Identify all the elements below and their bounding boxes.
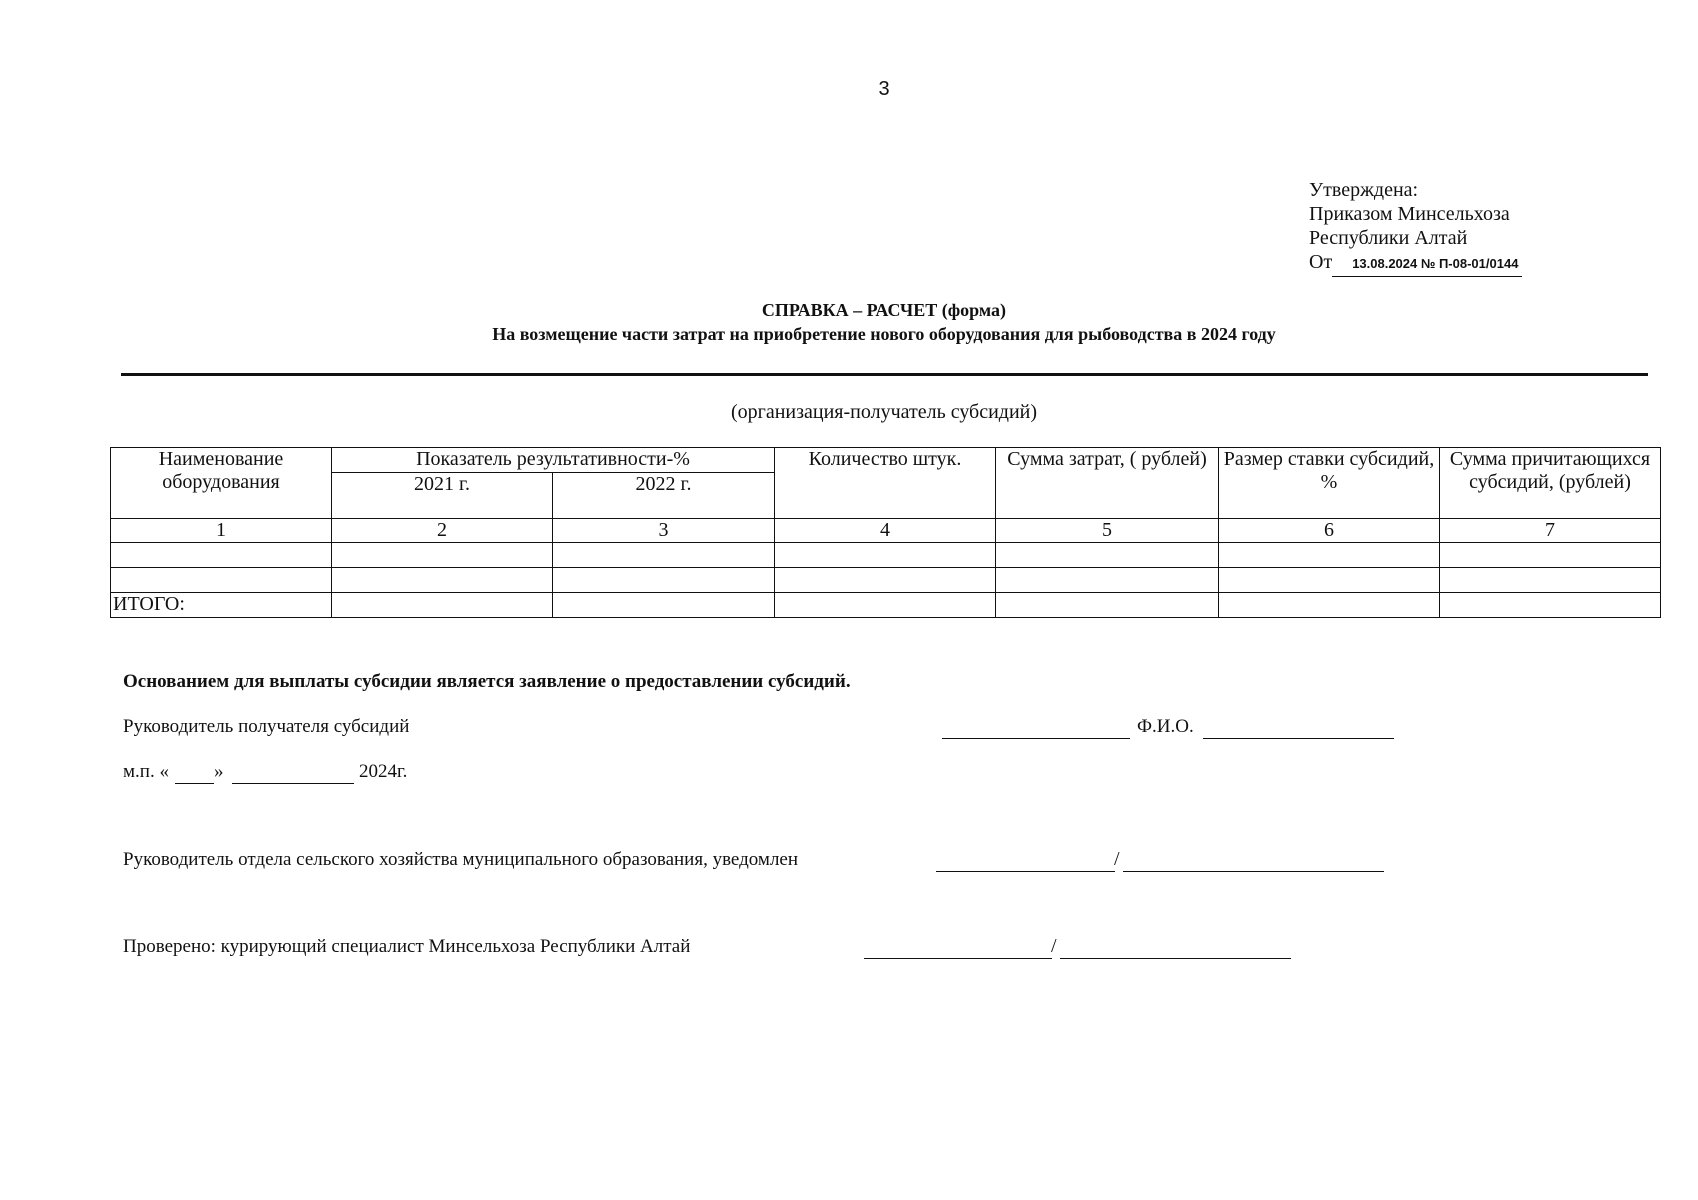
table-cell[interactable] (332, 568, 553, 593)
table-cell[interactable] (1219, 543, 1440, 568)
table-cell[interactable] (775, 568, 996, 593)
stamp-date-year: 2024г. (359, 761, 408, 782)
table-cell[interactable] (1440, 543, 1661, 568)
document-title: СПРАВКА – РАСЧЕТ (форма) (761, 300, 1007, 320)
stamp-date-prefix: м.п. « (123, 761, 169, 782)
table-cell[interactable] (111, 543, 332, 568)
calculation-table (110, 447, 1661, 618)
column-number: 3 (553, 519, 775, 543)
total-label: ИТОГО: (111, 593, 332, 618)
day-line[interactable] (175, 783, 214, 784)
table-cell[interactable] (996, 543, 1219, 568)
total-row (111, 593, 1661, 618)
column-number: 2 (332, 519, 553, 543)
fio-label: Ф.И.О. (1137, 716, 1194, 737)
column-number: 1 (111, 519, 332, 543)
dept-name-line[interactable] (1123, 871, 1384, 872)
stamp-date-close-quote: » (214, 761, 224, 782)
checked-by-label: Проверено: курирующий специалист Минсельхоза Республики Алтай (123, 936, 691, 957)
table-cell[interactable] (1440, 593, 1661, 618)
table-cell[interactable] (1219, 593, 1440, 618)
head-recipient-label: Руководитель получателя субсидий (123, 716, 410, 737)
payment-basis-note: Основанием для выплаты субсидии является заявление о предоставлении субсидий. (123, 671, 851, 692)
table-cell[interactable] (553, 543, 775, 568)
fio-line[interactable] (1203, 738, 1394, 739)
dept-slash: / (1114, 848, 1120, 870)
dept-signature-line[interactable] (936, 871, 1115, 872)
organization-caption: (организация-получатель субсидий) (730, 401, 1038, 423)
table-row (111, 568, 1661, 593)
column-number: 4 (775, 519, 996, 543)
table-cell[interactable] (1440, 568, 1661, 593)
approval-line-3: Республики Алтай (1309, 227, 1468, 249)
organization-fill-line (121, 373, 1648, 376)
table-cell[interactable] (775, 593, 996, 618)
table-cell[interactable] (775, 543, 996, 568)
header-indicator: Показатель результативности-% (332, 448, 775, 473)
ot-label: От (1309, 251, 1333, 273)
table-cell[interactable] (996, 593, 1219, 618)
order-number: 13.08.2024 № П-08-01/0144 (1332, 252, 1522, 277)
column-number: 5 (996, 519, 1219, 543)
table-cell[interactable] (332, 543, 553, 568)
header-due-amount: Сумма причитающихся субсидий, (рублей) (1440, 448, 1661, 519)
page-number: 3 (878, 78, 890, 100)
table-cell[interactable] (332, 593, 553, 618)
table-cell[interactable] (1219, 568, 1440, 593)
approval-line-2: Приказом Минсельхоза (1309, 203, 1510, 225)
approval-line-1: Утверждена: (1309, 179, 1419, 201)
approval-date-row (1309, 250, 1522, 277)
header-rate: Размер ставки субсидий, % (1219, 448, 1440, 519)
table-cell[interactable] (553, 593, 775, 618)
header-equipment-name: Наименование оборудования (111, 448, 332, 519)
column-number: 7 (1440, 519, 1661, 543)
header-quantity: Количество штук. (775, 448, 996, 519)
column-number: 6 (1219, 519, 1440, 543)
table-cell[interactable] (996, 568, 1219, 593)
column-number-row (111, 519, 1661, 543)
month-line[interactable] (232, 783, 354, 784)
table-row (111, 543, 1661, 568)
table-cell[interactable] (553, 568, 775, 593)
document-subtitle: На возмещение части затрат на приобретение нового оборудования для рыбоводства в 2024 году (492, 324, 1276, 344)
checker-slash: / (1051, 935, 1057, 957)
approval-block (1309, 178, 1522, 277)
checker-signature-line[interactable] (864, 958, 1052, 959)
table-cell[interactable] (111, 568, 332, 593)
signature-line[interactable] (942, 738, 1130, 739)
header-2022: 2022 г. (553, 473, 775, 519)
header-2021: 2021 г. (332, 473, 553, 519)
checker-name-line[interactable] (1060, 958, 1291, 959)
header-cost: Сумма затрат, ( рублей) (996, 448, 1219, 519)
head-dept-label: Руководитель отдела сельского хозяйства муниципального образования, уведомлен (123, 849, 799, 870)
